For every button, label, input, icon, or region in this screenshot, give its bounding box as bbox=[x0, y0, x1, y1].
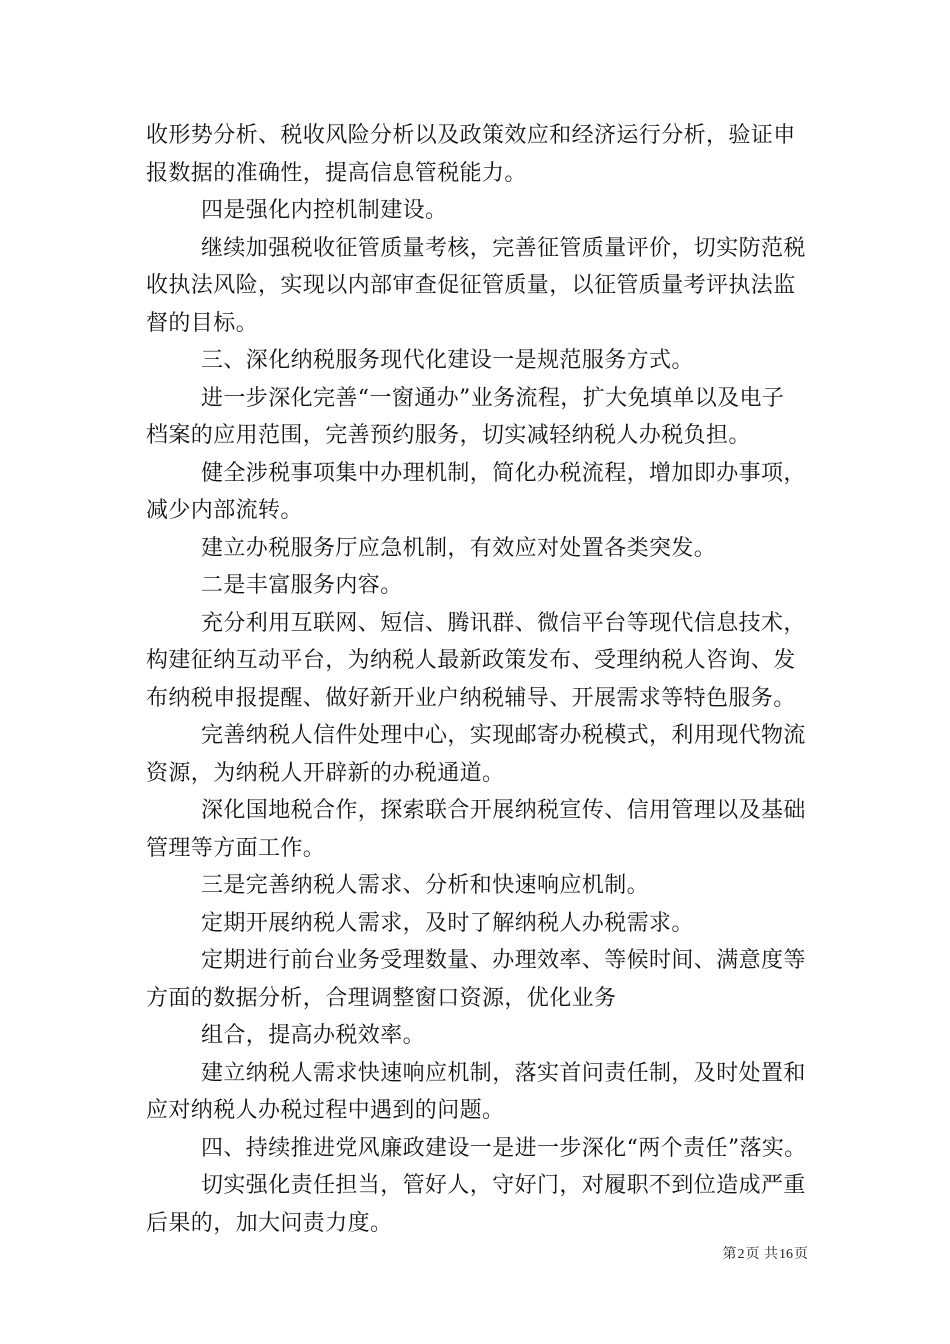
text-line: 三是完善纳税人需求、分析和快速响应机制。 bbox=[201, 873, 650, 898]
text-line: 管理等方面工作。 bbox=[146, 835, 326, 861]
text-line: 构建征纳互动平台，为纳税人最新政策发布、受理纳税人咨询、发 bbox=[146, 648, 796, 673]
total-pages-number: 16 bbox=[779, 1247, 793, 1262]
text-line: 督的目标。 bbox=[146, 310, 259, 336]
text-line: 方面的数据分析，合理调整窗口资源，优化业务 bbox=[146, 985, 617, 1011]
text-line: 完善纳税人信件处理中心，实现邮寄办税模式，利用现代物流 bbox=[201, 723, 806, 748]
text-line: 深化国地税合作，探索联合开展纳税宣传、信用管理以及基础 bbox=[201, 798, 806, 823]
document-body bbox=[146, 117, 836, 1242]
text-line: 建立纳税人需求快速响应机制，落实首问责任制，及时处置和 bbox=[201, 1060, 806, 1086]
text-line: 健全涉税事项集中办理机制，简化办税流程，增加即办事项， bbox=[201, 460, 806, 486]
text-line: 收形势分析、税收风险分析以及政策效应和经济运行分析，验证申 bbox=[146, 123, 796, 148]
text-line: 四是强化内控机制建设。 bbox=[201, 198, 448, 223]
text-line: 定期开展纳税人需求，及时了解纳税人办税需求。 bbox=[201, 910, 694, 936]
footer-suffix: 页 bbox=[794, 1246, 808, 1262]
text-line: 布纳税申报提醒、做好新开业户纳税辅导、开展需求等特色服务。 bbox=[146, 685, 796, 711]
text-line: 四、持续推进党风廉政建设一是进一步深化“两个责任”落实。 bbox=[201, 1135, 807, 1161]
text-line: 进一步深化完善“一窗通办”业务流程，扩大免填单以及电子 bbox=[201, 385, 785, 411]
footer-prefix: 第 bbox=[722, 1246, 737, 1262]
text-line: 资源，为纳税人开辟新的办税通道。 bbox=[146, 760, 505, 786]
text-line: 组合，提高办税效率。 bbox=[201, 1023, 426, 1048]
text-line: 二是丰富服务内容。 bbox=[201, 573, 403, 598]
text-line: 继续加强税收征管质量考核，完善征管质量评价，切实防范税 bbox=[201, 235, 806, 261]
text-line: 档案的应用范围，完善预约服务，切实减轻纳税人办税负担。 bbox=[146, 423, 751, 448]
text-line: 后果的，加大问责力度。 bbox=[146, 1210, 393, 1236]
current-page-number: 2 bbox=[737, 1247, 745, 1262]
text-line: 建立办税服务厅应急机制，有效应对处置各类突发。 bbox=[201, 535, 717, 561]
text-line: 减少内部流转。 bbox=[146, 498, 303, 523]
text-line: 切实强化责任担当，管好人，守好门，对履职不到位造成严重 bbox=[201, 1173, 806, 1198]
footer-middle: 页 共 bbox=[745, 1246, 778, 1262]
page-footer bbox=[723, 1245, 808, 1264]
text-line: 报数据的准确性，提高信息管税能力。 bbox=[146, 160, 527, 186]
text-line: 应对纳税人办税过程中遇到的问题。 bbox=[146, 1098, 505, 1123]
text-line: 充分利用互联网、短信、腾讯群、微信平台等现代信息技术， bbox=[201, 610, 806, 636]
text-line: 三、深化纳税服务现代化建设一是规范服务方式。 bbox=[201, 348, 694, 373]
text-line: 定期进行前台业务受理数量、办理效率、等候时间、满意度等 bbox=[201, 948, 806, 973]
text-line: 收执法风险，实现以内部审查促征管质量，以征管质量考评执法监 bbox=[146, 273, 796, 298]
